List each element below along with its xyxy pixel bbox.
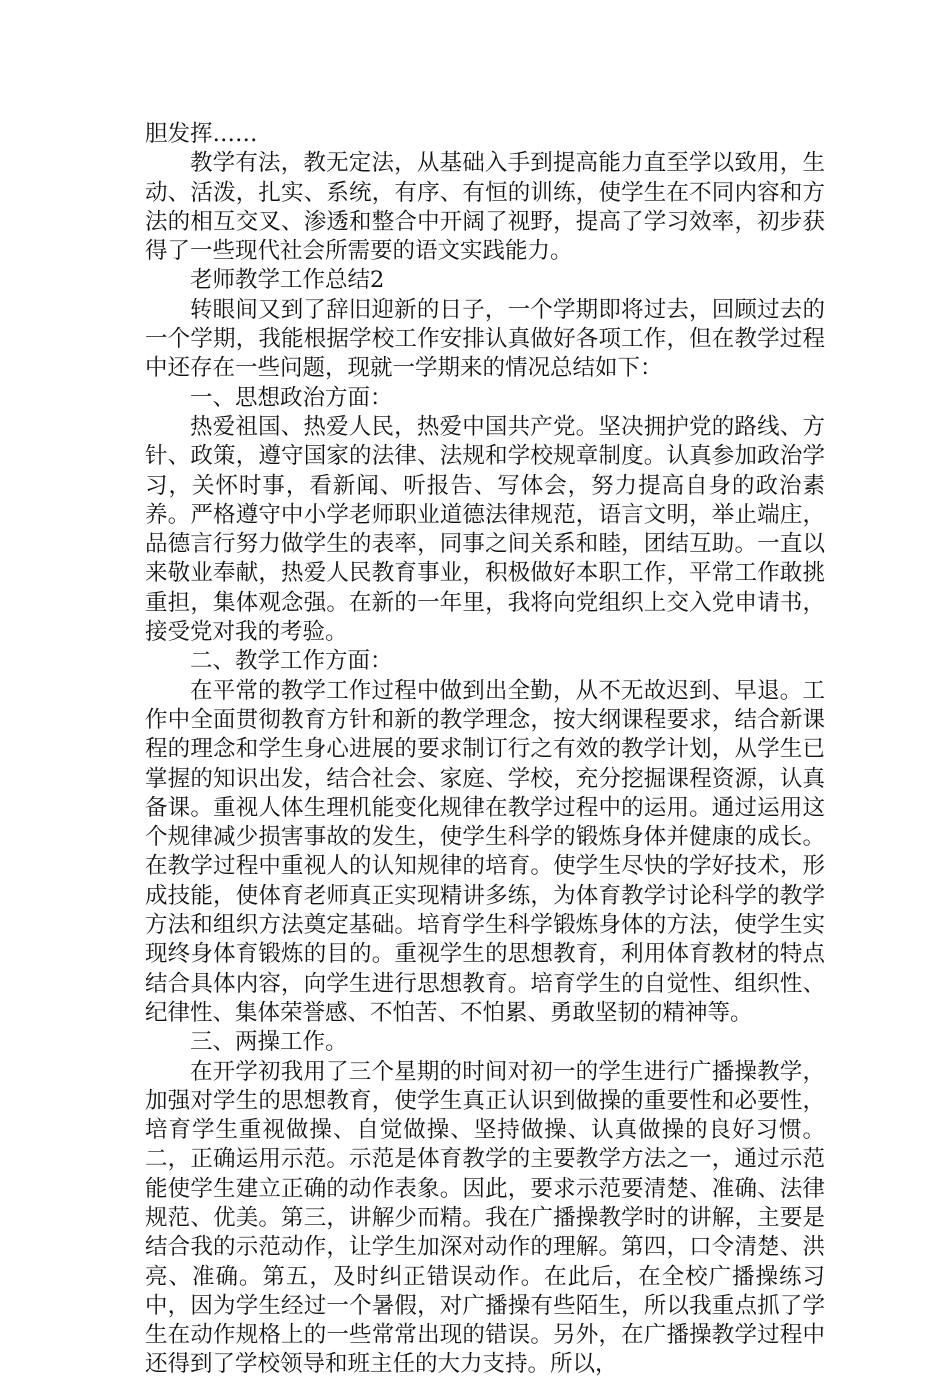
paragraph-continuation: 胆发挥…… [145,121,258,147]
section-title: 老师教学工作总结2 [190,267,385,294]
paragraph-political: 热爱祖国、热爱人民，热爱中国共产党。坚决拥护党的路线、方针、政策，遵守国家的法律、法规和学校规章制度。认真参加政治学习，关怀时事，看新闻、听报告、写体会，努力提高自身的政治素养。严格遵守中小学老师职业道德法律规范，语言文明，举止端庄，品德言行努力做学生的表率，同事之间关系和睦，团结互助。一直以来敬业奉献，热爱人民教育事业，积极做好本职工作，平常工作敢挑重担，集体观念强。在新的一年里，我将向党组织上交入党申请书，接受党对我的考验。 [145,413,825,646]
paragraph-exercises: 在开学初我用了三个星期的时间对初一的学生进行广播操教学，加强对学生的思想教育，使学生真正认识到做操的重要性和必要性，培育学生重视做操、自觉做操、坚持做操、认真做操的良好习惯。二，正确运用示范。示范是体育教学的主要教学方法之一，通过示范能使学生建立正确的动作表象。因此，要求示范要清楚、准确、法律规范、优美。第三，讲解少而精。我在广播操教学时的讲解，主要是结合我的示范动作，让学生加深对动作的理解。第四，口令清楚、洪亮、准确。第五，及时纠正错误动作。在此后，在全校广播操练习中，因为学生经过一个暑假，对广播操有些陌生，所以我重点抓了学生在动作规格上的一些常常出现的错误。另外，在广播操教学过程中还得到了学校领导和班主任的大力支持。所以， [145,1058,825,1378]
paragraph-teaching-method: 教学有法，教无定法，从基础入手到提高能力直至学以致用，生动、活泼，扎实、系统，有序、有恒的训练，使学生在不同内容和方法的相互交叉、渗透和整合中开阔了视野，提高了学习效率，初步获得了一些现代社会所需要的语文实践能力。 [145,150,825,265]
document-body [145,120,825,1380]
heading-teaching: 二、教学工作方面： [190,648,393,675]
paragraph-intro: 转眼间又到了辞旧迎新的日子，一个学期即将过去，回顾过去的一个学期，我能根据学校工作安排认真做好各项工作，但在教学过程中还存在一些问题，现就一学期来的情况总结如下： [145,296,825,382]
heading-political: 一、思想政治方面： [190,384,393,411]
heading-exercises: 三、两操工作。 [190,1029,348,1056]
paragraph-teaching: 在平常的教学工作过程中做到出全勤，从不无故迟到、早退。工作中全面贯彻教育方针和新的教学理念，按大纲课程要求，结合新课程的理念和学生身心进展的要求制订行之有效的教学计划，从学生已掌握的知识出发，结合社会、家庭、学校，充分挖掘课程资源，认真备课。重视人体生理机能变化规律在教学过程中的运用。通过运用这个规律减少损害事故的发生，使学生科学的锻炼身体并健康的成长。在教学过程中重视人的认知规律的培育。使学生尽快的学好技术，形成技能，使体育老师真正实现精讲多练，为体育教学讨论科学的教学方法和组织方法奠定基础。培育学生科学锻炼身体的方法，使学生实现终身体育锻炼的目的。重视学生的思想教育，利用体育教材的特点结合具体内容，向学生进行思想教育。培育学生的自觉性、组织性、纪律性、集体荣誉感、不怕苦、不怕累、勇敢坚韧的精神等。 [145,677,825,1026]
